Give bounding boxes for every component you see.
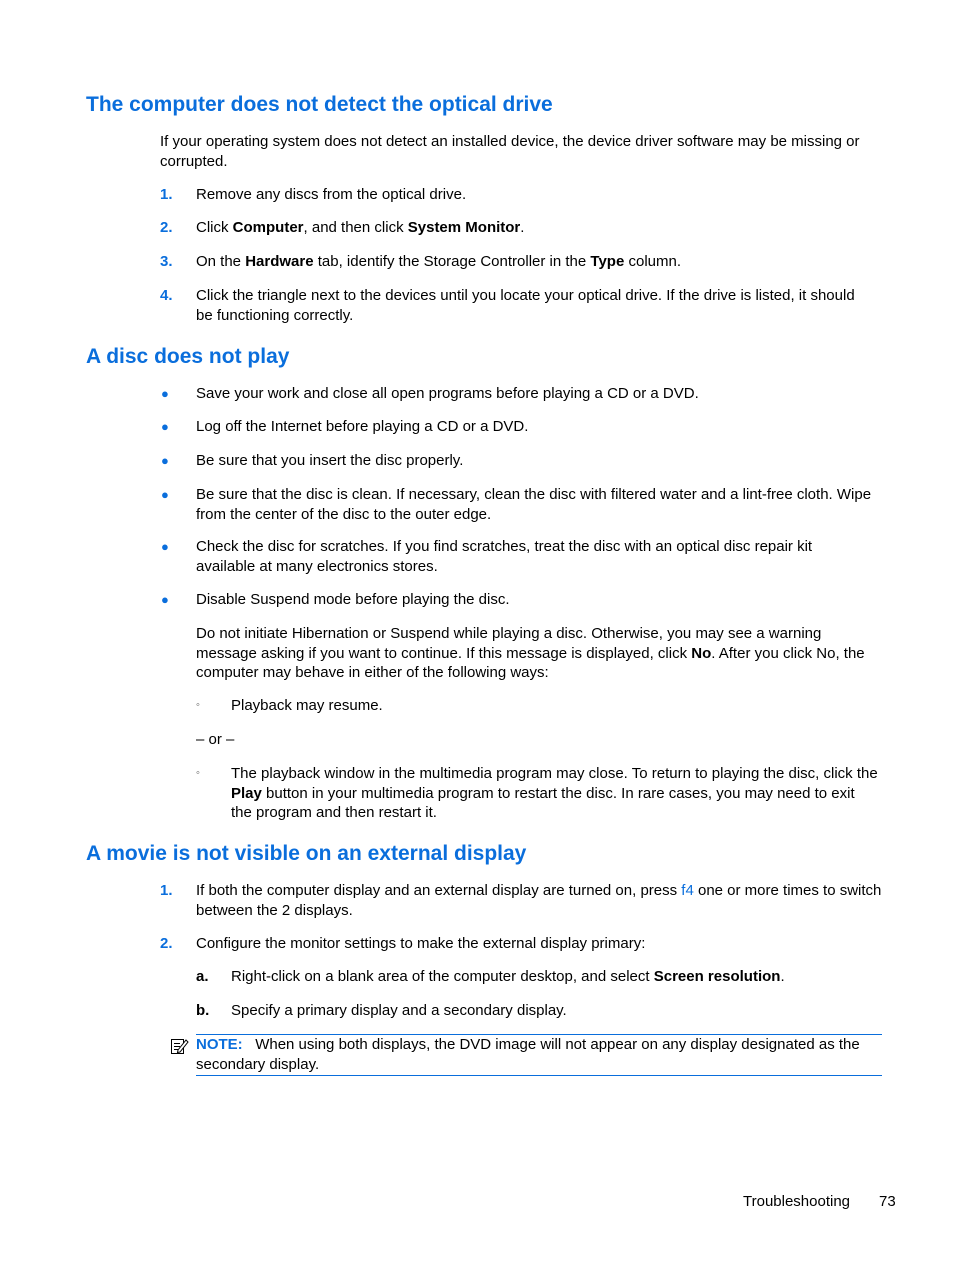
step-number: 2.	[160, 935, 173, 952]
note-label: NOTE:	[196, 1036, 243, 1053]
step-text: Click the triangle next to the devices until you locate your optical drive. If the drive is listed, it should be functioning correctly.	[196, 287, 855, 324]
note-icon	[169, 1036, 189, 1056]
bullet-icon: ●	[161, 419, 169, 434]
step-number: 1.	[160, 186, 173, 203]
or-separator: – or –	[196, 731, 235, 748]
intro-paragraph: If your operating system does not detect an installed device, the device driver software may be missing or corrupted.	[160, 133, 860, 170]
footer-section-name: Troubleshooting	[743, 1193, 851, 1210]
note-text: NOTE: When using both displays, the DVD image will not appear on any display designated as the secondary display.	[196, 1036, 860, 1073]
bullet-text: Save your work and close all open programs before playing a CD or a DVD.	[196, 385, 699, 402]
step-text: Click Computer, and then click System Monitor.	[196, 219, 525, 236]
page-number: 73	[879, 1193, 896, 1210]
sub-step-text: Specify a primary display and a secondary display.	[231, 1002, 567, 1019]
bullet-text: Be sure that the disc is clean. If necessary, clean the disc with filtered water and a lint-free cloth. Wipe from the center of the disc to the outer edge.	[196, 486, 872, 523]
bullet-icon: ●	[161, 487, 169, 502]
bullet-icon: ●	[161, 453, 169, 468]
section-heading-disc-not-play: A disc does not play	[86, 345, 290, 368]
suspend-paragraph: Do not initiate Hibernation or Suspend while playing a disc. Otherwise, you may see a warning message asking if you want to continue. If this message is displayed, click No. After you click No, the computer may behave in either of the following ways:	[196, 625, 865, 681]
bullet-text: Check the disc for scratches. If you find scratches, treat the disc with an optical disc repair kit available at many electronics stores.	[196, 538, 813, 575]
note-bottom-rule	[196, 1075, 882, 1076]
sub-bullet-text: Playback may resume.	[231, 697, 383, 714]
sub-step-letter: b.	[196, 1002, 210, 1019]
bullet-text: Disable Suspend mode before playing the disc.	[196, 591, 510, 608]
step-number: 3.	[160, 253, 173, 270]
sub-step-text: Right-click on a blank area of the computer desktop, and select Screen resolution.	[231, 968, 785, 985]
bullet-icon: ●	[161, 386, 169, 401]
sub-step-letter: a.	[196, 968, 209, 985]
step-number: 4.	[160, 287, 173, 304]
bullet-icon: ●	[161, 539, 169, 554]
step-number: 1.	[160, 882, 173, 899]
section-heading-optical-drive: The computer does not detect the optical drive	[86, 93, 553, 116]
bullet-text: Log off the Internet before playing a CD or a DVD.	[196, 418, 529, 435]
section-heading-external-display: A movie is not visible on an external display	[86, 842, 527, 865]
sub-bullet-icon: ◦	[196, 699, 200, 711]
sub-bullet-icon: ◦	[196, 767, 200, 779]
step-text: On the Hardware tab, identify the Storage Controller in the Type column.	[196, 253, 682, 270]
step-text: Configure the monitor settings to make the external display primary:	[196, 935, 646, 952]
bullet-icon: ●	[161, 592, 169, 607]
step-text: Remove any discs from the optical drive.	[196, 186, 467, 203]
f4-key-link[interactable]: f4	[681, 882, 694, 899]
step-text: If both the computer display and an external display are turned on, press f4 one or more times to switch between the 2 displays.	[196, 882, 882, 919]
sub-bullet-text: The playback window in the multimedia program may close. To return to playing the disc, click the Play button in your multimedia program to restart the disc. In rare cases, you may need to exit the program and then restart it.	[231, 765, 878, 821]
step-number: 2.	[160, 219, 173, 236]
bullet-text: Be sure that you insert the disc properly.	[196, 452, 464, 469]
